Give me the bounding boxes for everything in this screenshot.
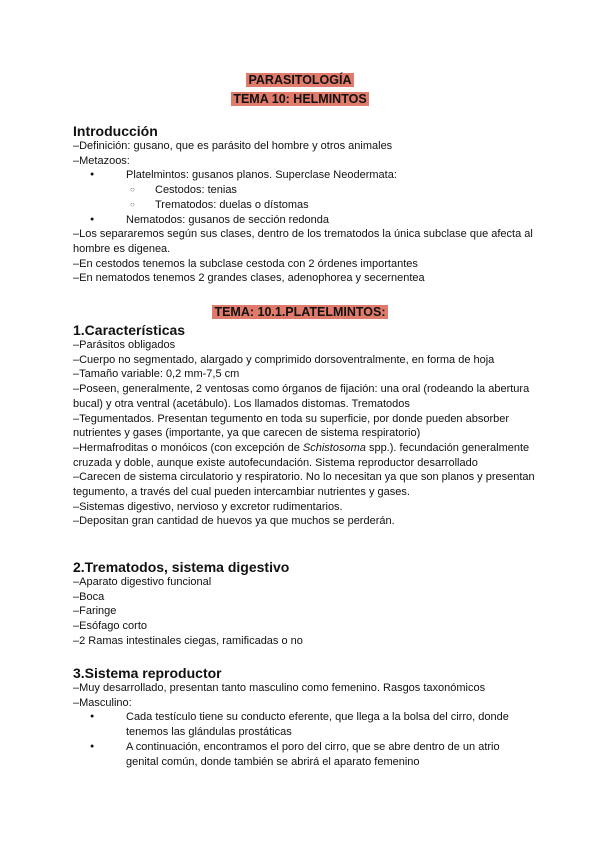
list-item: ○ Cestodos: tenias [73,183,535,198]
section-caracteristicas [73,322,535,529]
section-heading: 1.Características [73,322,186,338]
paragraph: –Definición: gusano, que es parásito del hombre y otros animales [73,140,393,152]
paragraph: –Aparato digestivo funcional [73,576,212,588]
paragraph: –Cuerpo no segmentado, alargado y comprimido dorsoventralmente, en forma de hoja [73,353,495,366]
paragraph: –En nematodos tenemos 2 grandes clases, adenophorea y secernentea [73,272,425,285]
paragraph: –Carecen de sistema circulatorio y respiratorio. No lo necesitan ya que son planos y presentan tegumento, a través del cual pueden intercambiar nutrientes y gases. [73,471,535,499]
paragraph: –Los separaremos según sus clases, dentro de los trematodos la única subclase que afecta al hombre es digenea. [73,228,533,255]
section-heading: 3.Sistema reproductor [73,665,222,681]
section-reproductor [73,665,535,769]
list-item: ● Nematodos: gusanos de sección redonda [73,213,535,228]
list-item: ● A continuación, encontramos el poro del cirro, que se abre dentro de un atrio genital común, donde también se abrirá el aparato femenino [73,740,535,769]
paragraph: –Parásitos obligados [73,339,176,351]
paragraph: –Faringe [73,605,117,618]
italic-species-name: Schistosoma [302,441,366,454]
paragraph: –Metazoos: [73,154,130,167]
paragraph: –Boca [73,590,105,603]
list-item: ● Platelmintos: gusanos planos. Superclase Neodermata: [73,168,535,183]
paragraph: –Muy desarrollado, presentan tanto masculino como femenino. Rasgos taxonómicos [73,682,486,694]
section-introduccion [73,123,535,286]
list-item: ○ Trematodos: duelas o dístomas [73,198,535,213]
bullet-list [73,710,535,769]
paragraph: –2 Ramas intestinales ciegas, ramificadas o no [73,634,303,647]
paragraph: –Esófago corto [73,620,147,633]
tema-heading-text: TEMA: 10.1.PLATELMINTOS: [214,305,386,319]
paragraph: –Poseen, generalmente, 2 ventosas como órganos de fijación: una oral (rodeando la abertura bucal) y otra ventral (acetábulo). Los llamados distomas. Trematodos [73,383,530,410]
list-item: ● Cada testículo tiene su conducto eferente, que llega a la bolsa del cirro, donde tenemos las glándulas prostáticas [73,710,535,739]
paragraph: –Sistemas digestivo, nervioso y excretor rudimentarios. [73,500,343,513]
bullet-list [73,168,535,227]
section-heading: 2.Trematodos, sistema digestivo [73,559,290,575]
text-run: –Hermafroditas o monóicos (con excepción de [73,441,303,454]
paragraph: –Depositan gran cantidad de huevos ya que muchos se perderán. [73,515,395,528]
paragraph: –Masculino: [73,696,132,709]
text-run: spp.). fecundación generalmente cruzada y doble, aunque existe autofecundación. Sistema reproductor desarrollado [73,441,530,469]
subtitle-line: TEMA 10: HELMINTOS [233,92,367,106]
document-title [0,71,600,109]
tema-heading [0,303,600,322]
paragraph: –Tegumentados. Presentan tegumento en toda su superficie, por donde pueden absorber nutrientes y gases (importante, ya que carecen de sistema respiratorio) [73,412,510,440]
title-line: PARASITOLOGÍA [248,73,352,87]
paragraph [73,441,535,470]
paragraph: –Tamaño variable: 0,2 mm-7,5 cm [73,368,240,381]
section-trematodos [73,559,535,649]
section-heading: Introducción [73,123,158,139]
paragraph: –En cestodos tenemos la subclase cestoda con 2 órdenes importantes [73,257,418,270]
